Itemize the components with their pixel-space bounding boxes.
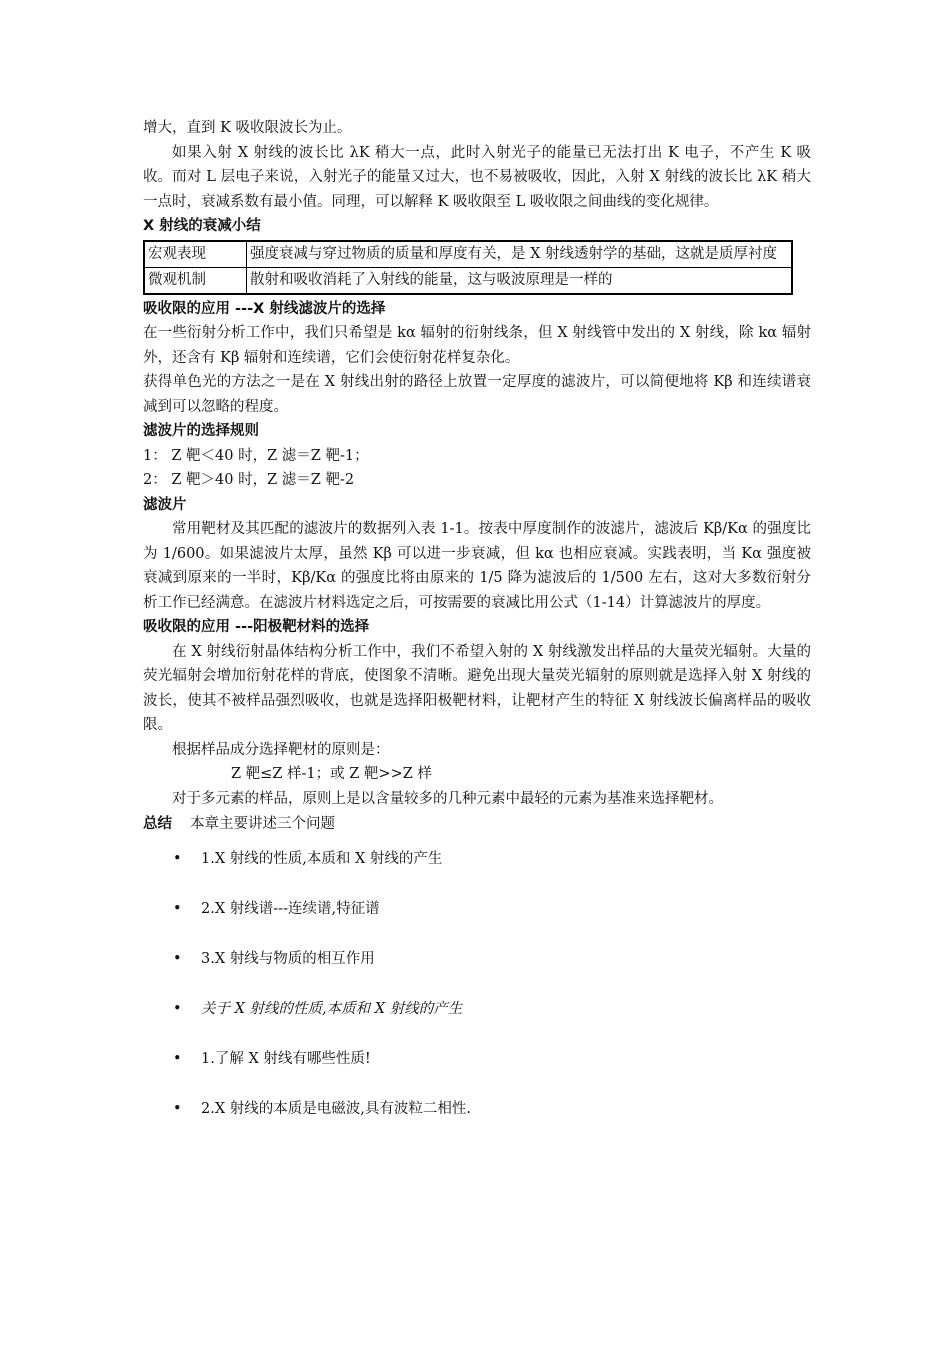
list-item	[173, 897, 811, 947]
paragraph-target-principle: 根据样品成分选择靶材的原则是：	[172, 741, 390, 758]
rule-item: 1： Z 靶＜40 时，Z 滤＝Z 靶-1；	[143, 447, 369, 464]
paragraph-filter-plate: 常用靶材及其匹配的滤波片的数据列入表 1-1。按表中厚度制作的波滤片，滤波后 Kβ/Kα 的强度比为 1/600。如果滤波片太厚，虽然 Kβ 可以进一步衰减，但 kα 也相应衰减。实践表明，当 Kα 强度被衰减到原来的一半时，Kβ/Kα 的强度比将由原来的 1/5 降为滤波后的 1/500 左右，这对大多数衍射分析工作已经满意。在滤波片材料选定之后，可按需要的衰减比用公式（1-14）计算滤波片的厚度。	[143, 521, 811, 611]
bullet-icon: •	[173, 1100, 182, 1117]
conclusion-line	[143, 812, 811, 837]
list-item-text: 3.X 射线与物质的相互作用	[201, 950, 375, 967]
formula-target-choice: Z 靶≤Z 样-1；或 Z 靶>>Z 样	[231, 766, 432, 782]
bullet-icon: •	[173, 900, 182, 917]
table-cell-key: 宏观表现	[144, 241, 247, 268]
list-item-text: 2.X 射线谱---连续谱,特征谱	[201, 900, 380, 917]
table-cell-value: 散射和吸收消耗了入射线的能量，这与吸波原理是一样的	[247, 267, 793, 294]
conclusion-label: 总结	[143, 816, 172, 832]
bullet-icon: •	[173, 1000, 182, 1017]
bullet-icon: •	[173, 1050, 182, 1067]
conclusion-text: 本章主要讲述三个问题	[190, 816, 335, 832]
paragraph-k-absorption: 如果入射 X 射线的波长比 λK 稍大一点，此时入射光子的能量已无法打出 K 电子，不产生 K 吸收。而对 L 层电子来说，入射光子的能量又过大，也不易被吸收，因此，入射 X 射线的波长比 λK 稍大一点时，衰减系数有最小值。同理，可以解释 K 吸收限至 L 吸收限之间曲线的变化规律。	[143, 144, 811, 210]
list-item	[173, 1047, 811, 1097]
section-heading-filter-plate: 滤波片	[143, 496, 187, 513]
list-item-text: 1.X 射线的性质,本质和 X 射线的产生	[201, 850, 443, 867]
table-cell-value: 强度衰减与穿过物质的质量和厚度有关，是 X 射线透射学的基础，这就是质厚衬度	[247, 241, 793, 268]
bullet-icon: •	[173, 950, 182, 967]
paragraph-filter-intro: 在一些衍射分析工作中，我们只希望是 kα 辐射的衍射线条，但 X 射线管中发出的 X 射线，除 kα 辐射外，还含有 Kβ 辐射和连续谱，它们会使衍射花样复杂化。	[143, 325, 811, 366]
attenuation-summary-table	[143, 240, 793, 295]
list-item-text: 1.了解 X 射线有哪些性质!	[201, 1050, 371, 1067]
table-row	[144, 267, 792, 294]
rule-item: 2： Z 靶＞40 时，Z 滤＝Z 靶-2	[143, 472, 355, 488]
section-heading-filter-rules: 滤波片的选择规则	[143, 423, 259, 439]
bullet-icon: •	[173, 850, 182, 867]
paragraph-anode-target: 在 X 射线衍射晶体结构分析工作中，我们不希望入射的 X 射线激发出样品的大量荧光辐射。大量的荧光辐射会增加衍射花样的背底，使图象不清晰。避免出现大量荧光辐射的原则就是选择入射 X 射线的波长，使其不被样品强烈吸收，也就是选择阳极靶材料，让靶材产生的特征 X 射线波长偏离样品的吸收限。	[143, 643, 811, 733]
list-item	[173, 997, 811, 1047]
section-heading-filter-selection: 吸收限的应用 ---X 射线滤波片的选择	[143, 300, 386, 317]
table-cell-key: 微观机制	[144, 267, 247, 294]
list-item-text: 2.X 射线的本质是电磁波,具有波粒二相性.	[201, 1100, 471, 1117]
paragraph-monochromatic: 获得单色光的方法之一是在 X 射线出射的路径上放置一定厚度的滤波片，可以简便地将 Kβ 和连续谱衰减到可以忽略的程度。	[143, 374, 811, 415]
document-page	[143, 116, 811, 1147]
conclusion-bullet-list	[143, 847, 811, 1147]
list-item	[173, 1097, 811, 1147]
paragraph-multi-element: 对于多元素的样品，原则上是以含量较多的几种元素中最轻的元素为基准来选择靶材。	[172, 790, 723, 807]
list-item-text: 关于 X 射线的性质,本质和 X 射线的产生	[201, 1000, 463, 1017]
table-row	[144, 241, 792, 268]
list-item	[173, 847, 811, 897]
paragraph-continued: 增大，直到 K 吸收限波长为止。	[143, 120, 352, 136]
list-item	[173, 947, 811, 997]
section-heading-attenuation-summary: X 射线的衰减小结	[143, 218, 261, 234]
section-heading-anode-target: 吸收限的应用 ---阳极靶材料的选择	[143, 619, 370, 635]
